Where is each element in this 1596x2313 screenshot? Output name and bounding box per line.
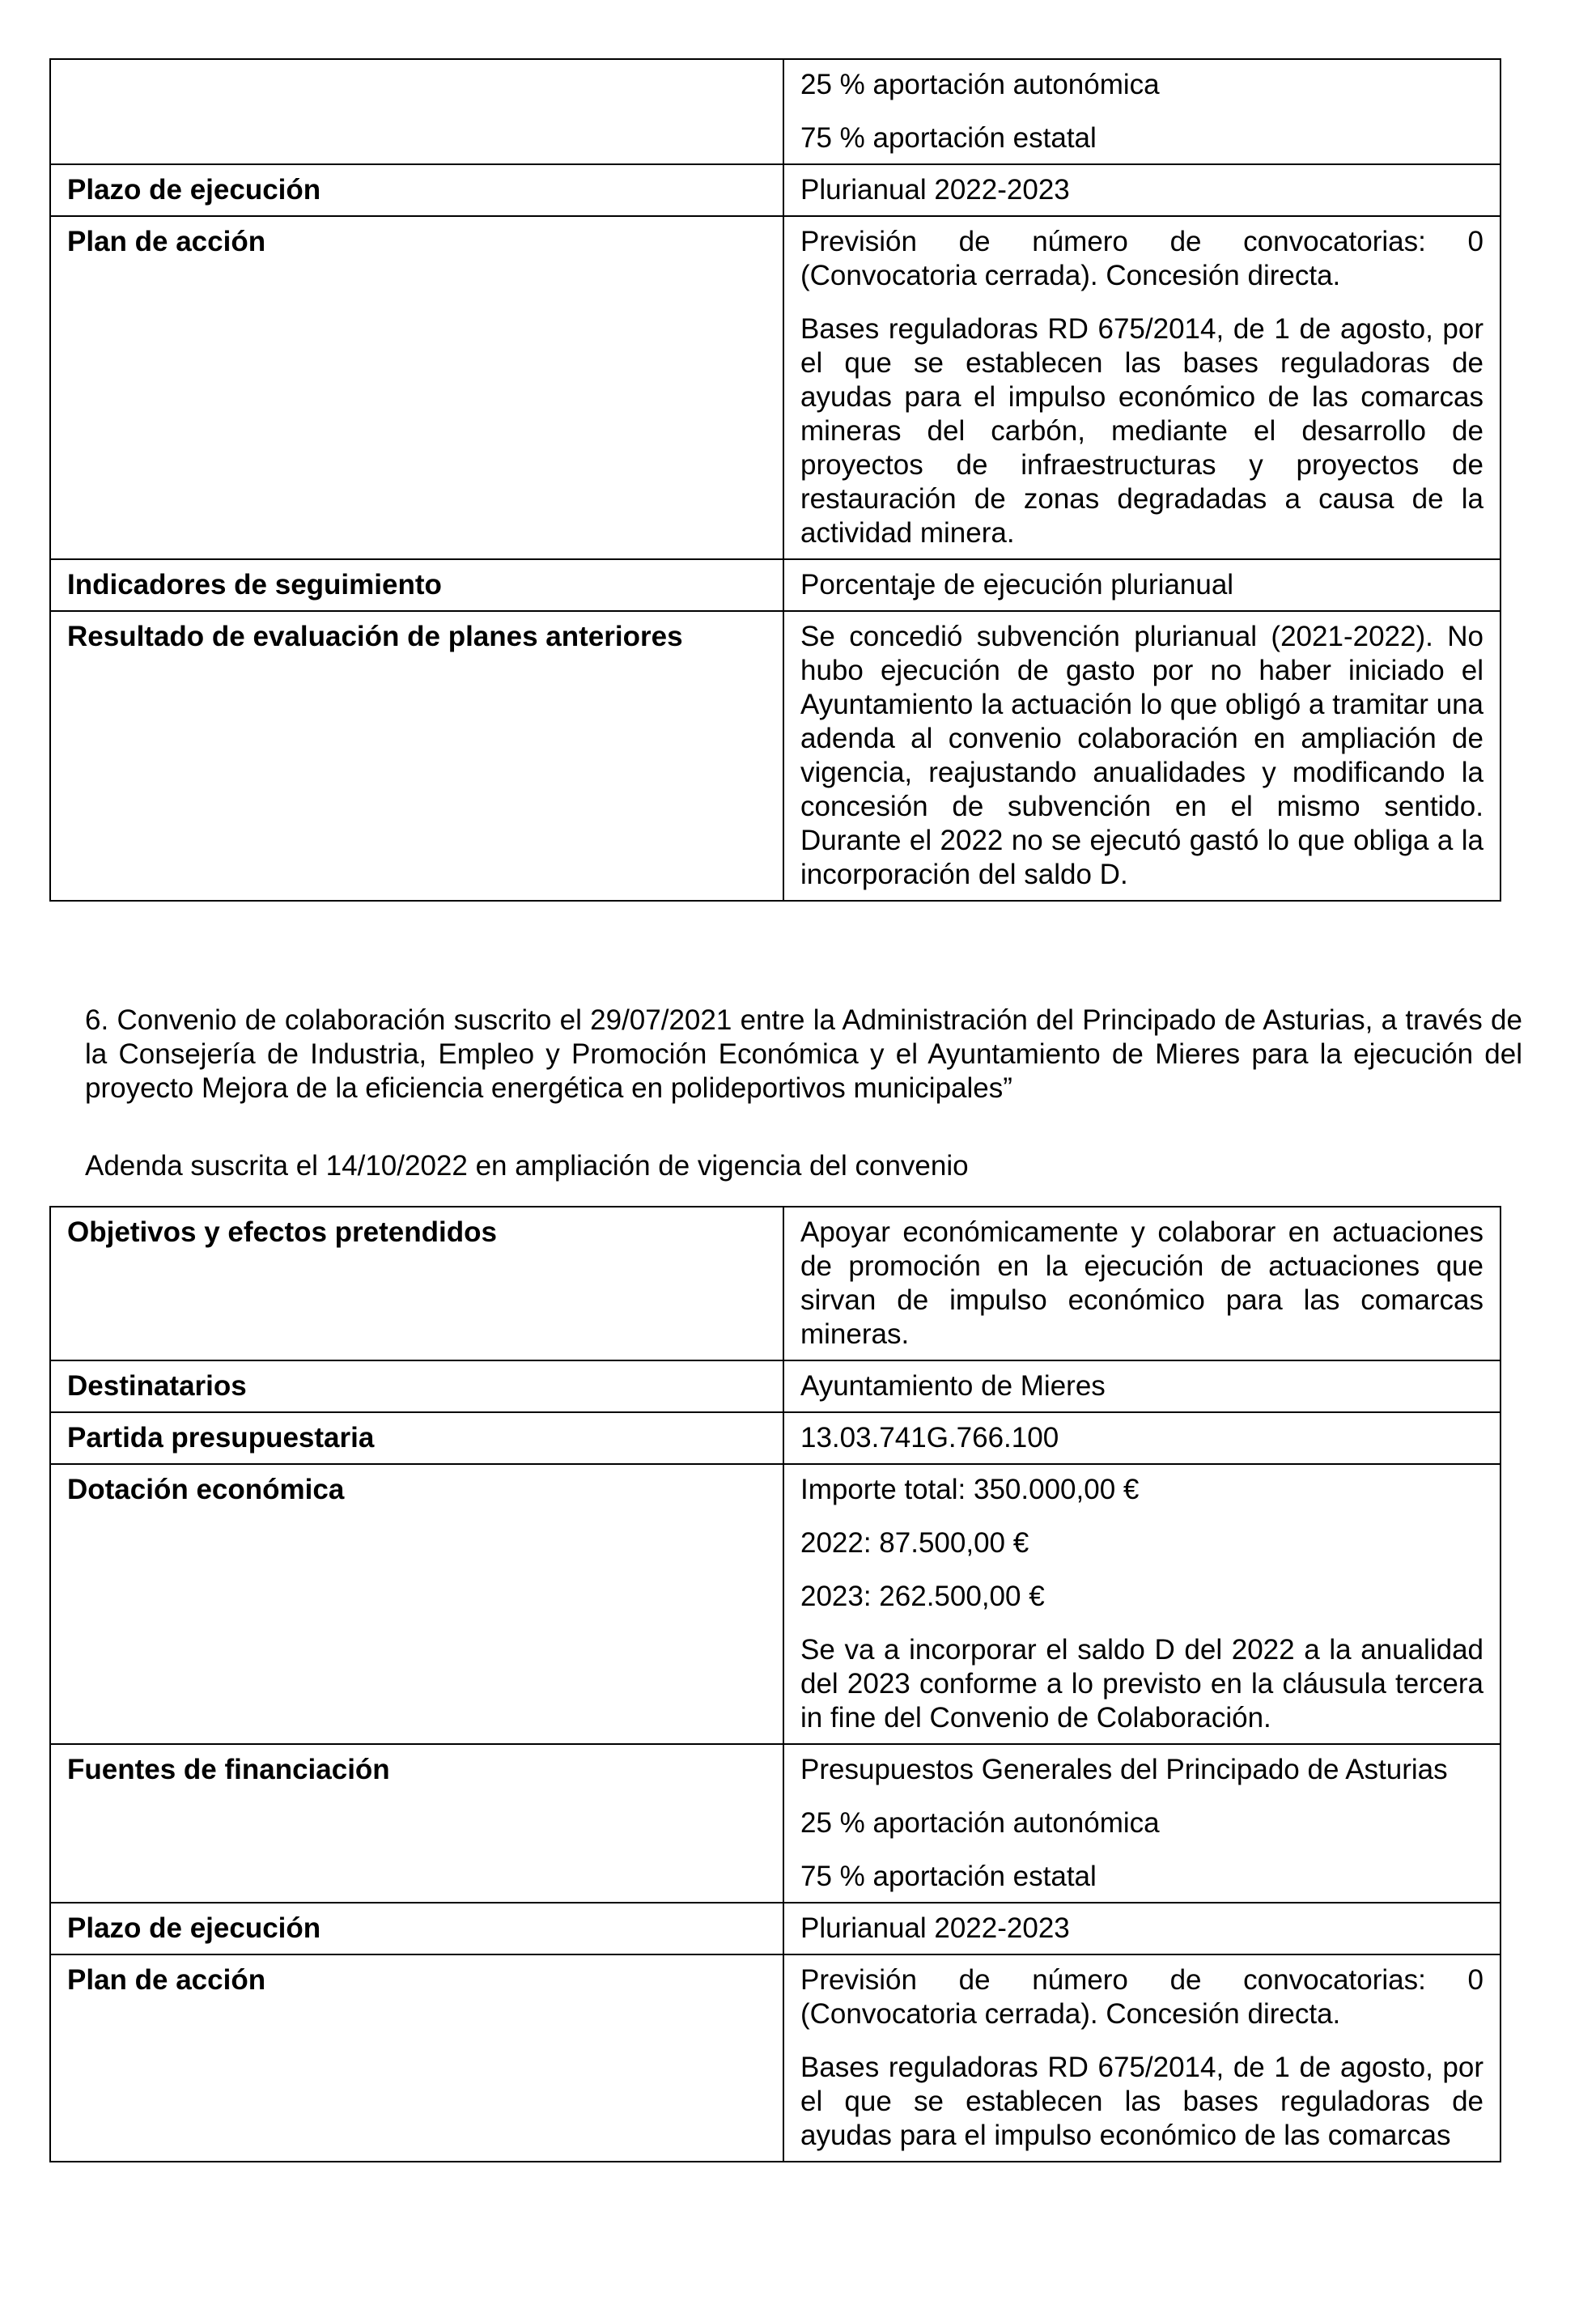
value-paragraph: 75 % aportación estatal <box>800 1861 1097 1892</box>
row-value <box>783 1464 1500 1744</box>
table-row <box>50 1744 1500 1903</box>
table-row <box>50 559 1500 611</box>
value-paragraph: 25 % aportación autonómica <box>800 69 1160 100</box>
row-label: Partida presupuestaria <box>50 1412 783 1464</box>
table-row <box>50 1954 1500 2162</box>
table-row <box>50 59 1500 164</box>
value-paragraph: Se concedió subvención plurianual (2021-2022). No hubo ejecución de gasto por no haber iniciado el Ayuntamiento la actuación lo que obligó a tramitar una adenda al convenio colaboración en ampliación de vigencia, reajustando anualidades y modificando la concesión de subvención en el mismo sentido. Durante el 2022 no se ejecutó gastó lo que obliga a la incorporación del saldo D. <box>800 621 1484 890</box>
row-value <box>783 216 1500 559</box>
value-paragraph: 2022: 87.500,00 € <box>800 1527 1029 1559</box>
section-6-intro: 6. Convenio de colaboración suscrito el 29/07/2021 entre la Administración del Principado de Asturias, a través de la Consejería de Industria, Empleo y Promoción Económica y el Ayuntamiento de Mieres para la ejecución del proyecto Mejora de la eficiencia energética en polideportivos municipales” <box>85 1004 1522 1104</box>
row-value <box>783 1207 1500 1360</box>
table-row <box>50 1360 1500 1412</box>
row-label: Fuentes de financiación <box>50 1744 783 1903</box>
table-funding-continuation <box>49 58 1501 902</box>
table-row <box>50 164 1500 216</box>
value-paragraph: 25 % aportación autonómica <box>800 1807 1160 1839</box>
table-agreement-details <box>49 1206 1501 2162</box>
row-label: Plazo de ejecución <box>50 164 783 216</box>
value-paragraph: Importe total: 350.000,00 € <box>800 1474 1140 1505</box>
row-value <box>783 1954 1500 2162</box>
row-value <box>783 559 1500 611</box>
row-label: Objetivos y efectos pretendidos <box>50 1207 783 1360</box>
value-paragraph: Se va a incorporar el saldo D del 2022 a la anualidad del 2023 conforme a lo previsto en la cláusula tercera in fine del Convenio de Colaboración. <box>800 1634 1484 1734</box>
row-label: Dotación económica <box>50 1464 783 1744</box>
row-value <box>783 59 1500 164</box>
value-paragraph: Previsión de número de convocatorias: 0 (Convocatoria cerrada). Concesión directa. <box>800 226 1484 291</box>
row-label: Indicadores de seguimiento <box>50 559 783 611</box>
value-paragraph: Apoyar económicamente y colaborar en actuaciones de promoción en la ejecución de actuaciones que sirvan de impulso económico para las comarcas mineras. <box>800 1216 1484 1350</box>
row-value <box>783 1360 1500 1412</box>
row-value <box>783 164 1500 216</box>
value-paragraph: Bases reguladoras RD 675/2014, de 1 de agosto, por el que se establecen las bases reguladoras de ayudas para el impulso económico de las comarcas mineras del carbón, mediante el desarrollo de proyectos de infraestructuras y proyectos de restauración de zonas degradadas a causa de la actividad minera. <box>800 313 1484 549</box>
row-value <box>783 1412 1500 1464</box>
value-paragraph: 13.03.741G.766.100 <box>800 1422 1059 1454</box>
row-value <box>783 611 1500 901</box>
value-paragraph: 2023: 262.500,00 € <box>800 1581 1045 1612</box>
value-paragraph: Presupuestos Generales del Principado de Asturias <box>800 1754 1448 1785</box>
value-paragraph: Bases reguladoras RD 675/2014, de 1 de agosto, por el que se establecen las bases reguladoras de ayudas para el impulso económico de las comarcas <box>800 2052 1484 2151</box>
value-paragraph: Porcentaje de ejecución plurianual <box>800 569 1234 601</box>
value-paragraph: Previsión de número de convocatorias: 0 (Convocatoria cerrada). Concesión directa. <box>800 1964 1484 2030</box>
row-label: Plan de acción <box>50 216 783 559</box>
row-label: Resultado de evaluación de planes anteriores <box>50 611 783 901</box>
row-label: Plazo de ejecución <box>50 1903 783 1954</box>
value-paragraph: 75 % aportación estatal <box>800 122 1097 154</box>
value-paragraph: Ayuntamiento de Mieres <box>800 1370 1106 1402</box>
row-label: Plan de acción <box>50 1954 783 2162</box>
row-label <box>50 59 783 164</box>
value-paragraph: Plurianual 2022-2023 <box>800 1912 1070 1944</box>
table-row <box>50 1412 1500 1464</box>
row-value <box>783 1903 1500 1954</box>
row-value <box>783 1744 1500 1903</box>
table-row <box>50 1464 1500 1744</box>
table-row <box>50 1207 1500 1360</box>
addendum-note: Adenda suscrita el 14/10/2022 en ampliación de vigencia del convenio <box>85 1150 969 1182</box>
table-row <box>50 1903 1500 1954</box>
row-label: Destinatarios <box>50 1360 783 1412</box>
value-paragraph: Plurianual 2022-2023 <box>800 174 1070 206</box>
table-row <box>50 216 1500 559</box>
table-row <box>50 611 1500 901</box>
